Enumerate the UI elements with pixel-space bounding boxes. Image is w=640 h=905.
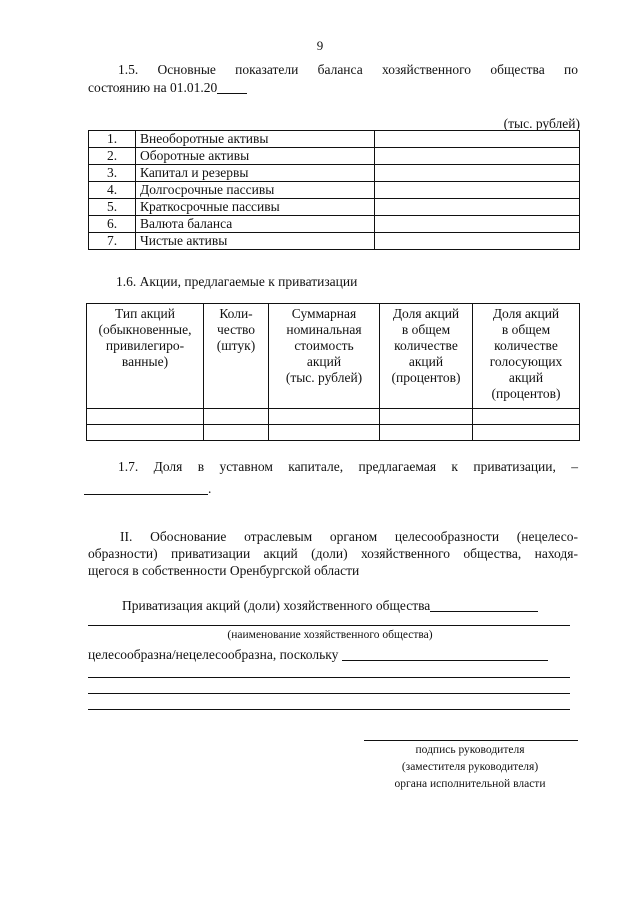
header-line: в общем bbox=[501, 322, 551, 337]
balance-table bbox=[88, 130, 580, 250]
header-line: (процентов) bbox=[491, 386, 561, 401]
row-value[interactable] bbox=[375, 233, 580, 250]
section-1-5-heading-line2 bbox=[88, 80, 247, 97]
company-name-caption: (наименование хозяйственного общества) bbox=[227, 629, 433, 641]
shares-cell[interactable] bbox=[87, 425, 204, 441]
shares-table-row bbox=[87, 425, 580, 441]
reason-line[interactable] bbox=[88, 693, 570, 694]
row-label: Чистые активы bbox=[136, 233, 375, 250]
header-line: (тыс. рублей) bbox=[285, 370, 363, 385]
signature-caption-line: (заместителя руководителя) bbox=[401, 761, 539, 773]
shares-cell[interactable] bbox=[204, 409, 269, 425]
header-voting-share-percent bbox=[473, 304, 580, 409]
shares-cell[interactable] bbox=[204, 425, 269, 441]
row-label: Долгосрочные пассивы bbox=[136, 182, 375, 199]
shares-cell[interactable] bbox=[380, 409, 473, 425]
reason-line[interactable] bbox=[88, 709, 570, 710]
page-number: 9 bbox=[316, 38, 324, 53]
shares-table bbox=[86, 303, 580, 441]
header-line: стоимость bbox=[294, 338, 354, 353]
balance-table-row bbox=[89, 182, 580, 199]
signature-caption-line: органа исполнительной власти bbox=[394, 778, 546, 790]
row-label: Краткосрочные пассивы bbox=[136, 199, 375, 216]
shares-cell[interactable] bbox=[473, 409, 580, 425]
shares-cell[interactable] bbox=[380, 425, 473, 441]
shares-cell[interactable] bbox=[269, 425, 380, 441]
shares-cell[interactable] bbox=[87, 409, 204, 425]
privatization-statement bbox=[122, 598, 538, 615]
row-label: Капитал и резервы bbox=[136, 165, 375, 182]
header-share-percent bbox=[380, 304, 473, 409]
row-label: Оборотные активы bbox=[136, 148, 375, 165]
balance-table-row bbox=[89, 233, 580, 250]
shares-table-row bbox=[87, 409, 580, 425]
header-line: Коли- bbox=[219, 306, 253, 321]
header-line: чество bbox=[216, 322, 256, 337]
balance-table-row bbox=[89, 199, 580, 216]
reason-statement bbox=[88, 647, 548, 664]
header-line: Доля акций bbox=[492, 306, 560, 321]
row-number: 7. bbox=[89, 233, 136, 250]
balance-table-row bbox=[89, 148, 580, 165]
header-line: голосующих bbox=[489, 354, 563, 369]
shares-cell[interactable] bbox=[473, 425, 580, 441]
shares-cell[interactable] bbox=[269, 409, 380, 425]
row-number: 3. bbox=[89, 165, 136, 182]
row-number: 6. bbox=[89, 216, 136, 233]
balance-table-row bbox=[89, 131, 580, 148]
header-line: ванные) bbox=[121, 354, 169, 369]
section-1-6-heading: 1.6. Акции, предлагаемые к приватизации bbox=[116, 274, 358, 289]
capital-share-blank-field[interactable] bbox=[84, 481, 208, 495]
section-1-5-date-text: состоянию на 01.01.20 bbox=[88, 80, 218, 95]
header-line: в общем bbox=[401, 322, 451, 337]
section-2-heading bbox=[88, 529, 578, 580]
header-line: Тип акций bbox=[115, 306, 175, 321]
header-line: акций bbox=[306, 354, 342, 369]
header-line: номинальная bbox=[286, 322, 362, 337]
company-name-blank-field[interactable] bbox=[430, 598, 538, 612]
header-nominal-value bbox=[269, 304, 380, 409]
row-number: 4. bbox=[89, 182, 136, 199]
reason-line[interactable] bbox=[88, 677, 570, 678]
row-number: 2. bbox=[89, 148, 136, 165]
balance-table-row bbox=[89, 216, 580, 233]
header-line: Доля акций bbox=[392, 306, 460, 321]
header-line: привилегиро- bbox=[105, 338, 185, 353]
header-line: акций bbox=[408, 354, 444, 369]
units-label: (тыс. рублей) bbox=[503, 116, 580, 131]
date-blank-field[interactable] bbox=[217, 80, 247, 94]
section-1-5-heading-line1: 1.5. Основные показатели баланса хозяйственного общества по bbox=[118, 62, 578, 77]
section-1-7-text: 1.7. Доля в уставном капитале, предлагаемая к приватизации, – bbox=[118, 459, 578, 474]
header-line: (штук) bbox=[216, 338, 256, 353]
section-1-7-end: . bbox=[208, 481, 212, 496]
section-1-7-blank-line bbox=[84, 481, 211, 498]
header-line: Суммарная bbox=[291, 306, 357, 321]
row-number: 1. bbox=[89, 131, 136, 148]
header-share-type bbox=[87, 304, 204, 409]
row-label: Внеоборотные активы bbox=[136, 131, 375, 148]
row-value[interactable] bbox=[375, 199, 580, 216]
header-line: (процентов) bbox=[391, 370, 461, 385]
row-label: Валюта баланса bbox=[136, 216, 375, 233]
balance-table-row bbox=[89, 165, 580, 182]
header-line: количестве bbox=[394, 338, 458, 353]
row-value[interactable] bbox=[375, 165, 580, 182]
section-2-line: щегося в собственности Оренбургской области bbox=[88, 562, 360, 578]
row-number: 5. bbox=[89, 199, 136, 216]
row-value[interactable] bbox=[375, 182, 580, 199]
row-value[interactable] bbox=[375, 148, 580, 165]
row-value[interactable] bbox=[375, 216, 580, 233]
reason-text: целесообразна/нецелесообразна, поскольку bbox=[88, 647, 339, 662]
header-line: количестве bbox=[494, 338, 558, 353]
row-value[interactable] bbox=[375, 131, 580, 148]
header-line: (обыкновенные, bbox=[98, 322, 192, 337]
company-name-continuation-line[interactable] bbox=[88, 625, 570, 626]
section-2-line: образности) приватизации акций (доли) хозяйственного общества, находя- bbox=[88, 545, 578, 561]
section-2-line: II. Обоснование отраслевым органом целесообразности (нецелесо- bbox=[120, 529, 578, 544]
reason-blank-field[interactable] bbox=[342, 647, 548, 661]
header-quantity bbox=[204, 304, 269, 409]
privatization-text: Приватизация акций (доли) хозяйственного общества bbox=[122, 598, 431, 613]
signature-caption bbox=[360, 742, 580, 793]
shares-table-header-row bbox=[87, 304, 580, 409]
signature-caption-line: подпись руководителя bbox=[415, 744, 525, 756]
header-line: акций bbox=[508, 370, 544, 385]
signature-line[interactable] bbox=[364, 740, 578, 741]
